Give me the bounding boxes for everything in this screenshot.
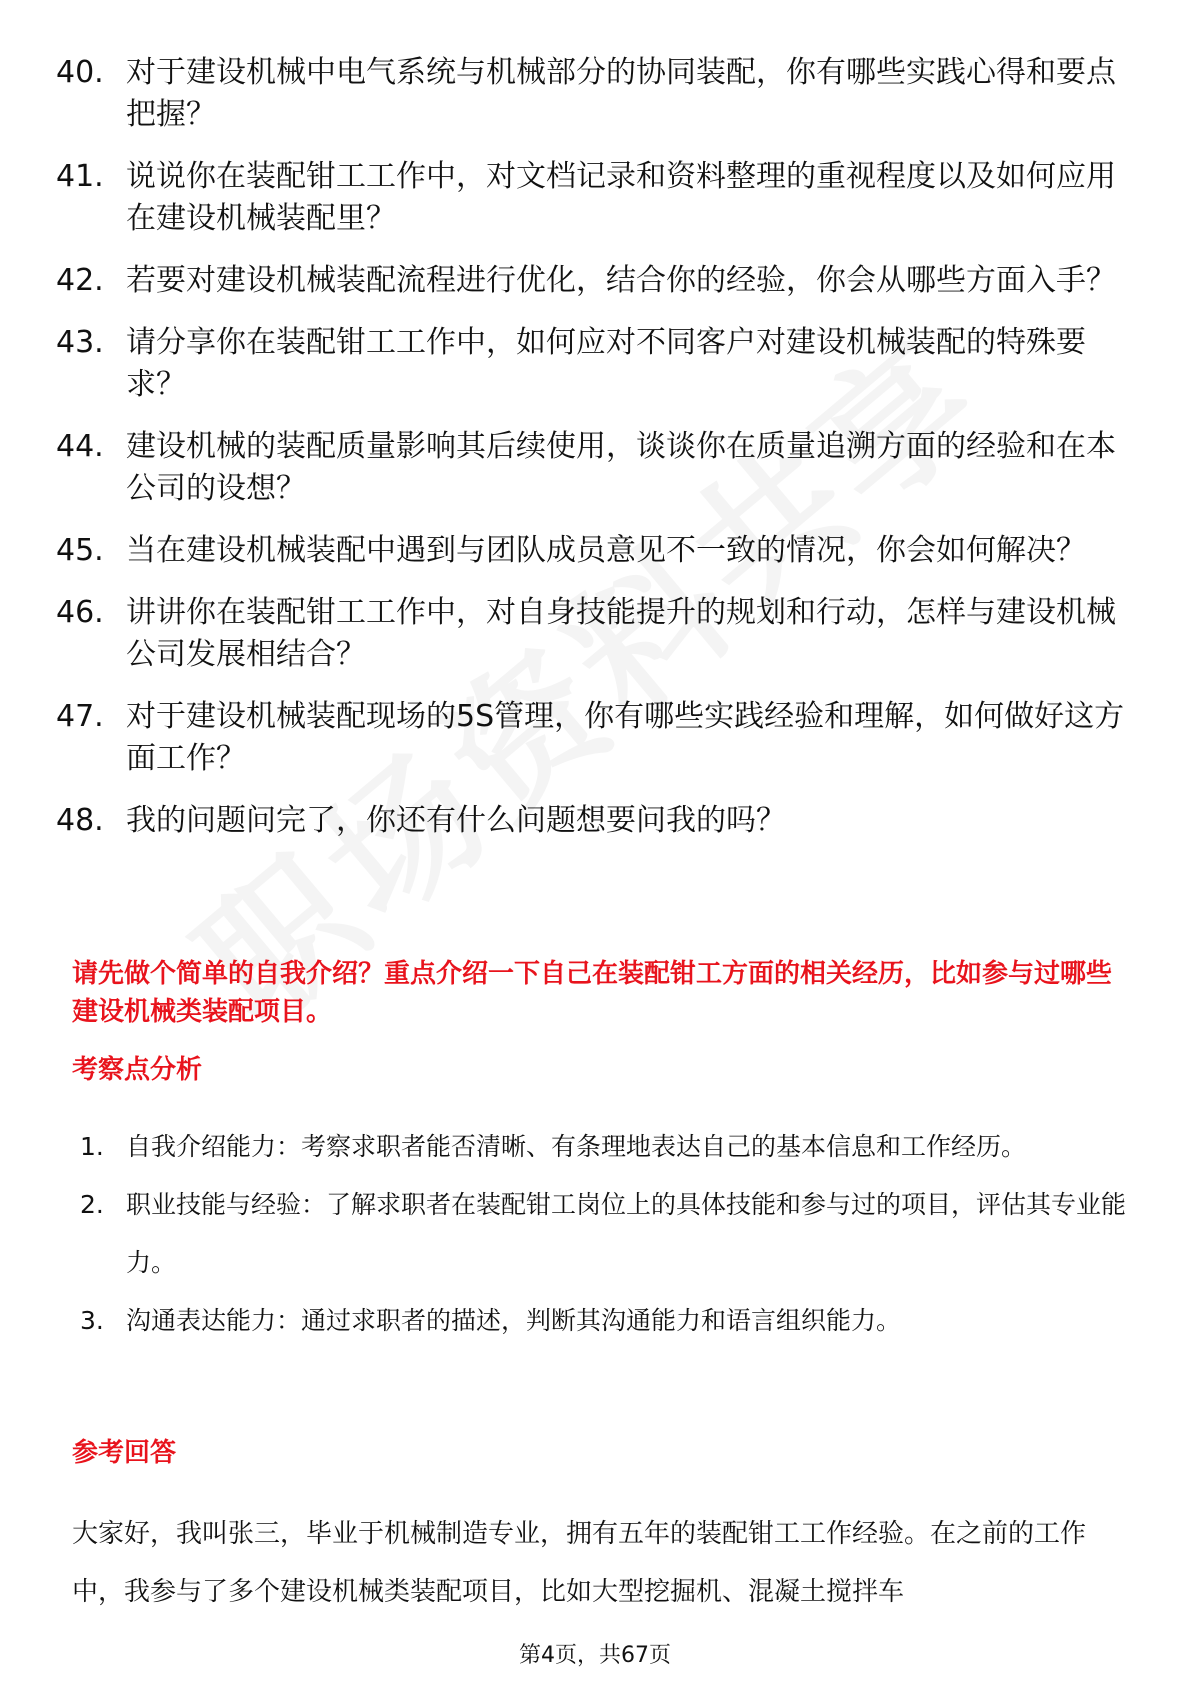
question-list (56, 52, 1136, 862)
question-text: 请分享你在装配钳工工作中，如何应对不同客户对建设机械装配的特殊要求？ (126, 325, 1086, 402)
list-item (56, 260, 1136, 302)
list-item (56, 52, 1136, 136)
question-text: 建设机械的装配质量影响其后续使用，谈谈你在质量追溯方面的经验和在本公司的设想？ (126, 429, 1116, 506)
highlighted-question: 请先做个简单的自我介绍？重点介绍一下自己在装配钳工方面的相关经历，比如参与过哪些建设机械类装配项目。 (72, 959, 1113, 1027)
list-item (80, 1176, 1130, 1292)
analysis-heading: 考察点分析 (72, 1055, 203, 1085)
question-number: 44. (56, 429, 104, 464)
list-item (56, 322, 1136, 406)
question-number: 48. (56, 803, 104, 838)
analysis-number: 1. (80, 1132, 104, 1161)
question-text: 对于建设机械装配现场的5S管理，你有哪些实践经验和理解，如何做好这方面工作？ (126, 699, 1125, 776)
question-number: 42. (56, 263, 104, 298)
question-text: 对于建设机械中电气系统与机械部分的协同装配，你有哪些实践心得和要点把握？ (126, 55, 1116, 132)
analysis-text: 职业技能与经验：了解求职者在装配钳工岗位上的具体技能和参与过的项目，评估其专业能力。 (126, 1190, 1127, 1277)
question-text: 当在建设机械装配中遇到与团队成员意见不一致的情况，你会如何解决？ (126, 533, 1086, 568)
analysis-number: 2. (80, 1190, 104, 1219)
list-item (56, 156, 1136, 240)
list-item (80, 1118, 1130, 1176)
question-number: 41. (56, 159, 104, 194)
question-number: 40. (56, 55, 104, 90)
list-item (56, 530, 1136, 572)
question-number: 46. (56, 595, 104, 630)
analysis-text: 沟通表达能力：通过求职者的描述，判断其沟通能力和语言组织能力。 (126, 1306, 902, 1335)
page-number: 第4页，共67页 (519, 1643, 671, 1668)
list-item (56, 696, 1136, 780)
list-item (56, 800, 1136, 842)
question-text: 若要对建设机械装配流程进行优化，结合你的经验，你会从哪些方面入手？ (126, 263, 1116, 298)
analysis-number: 3. (80, 1306, 104, 1335)
question-text: 说说你在装配钳工工作中，对文档记录和资料整理的重视程度以及如何应用在建设机械装配里？ (126, 159, 1116, 236)
list-item (80, 1292, 1130, 1350)
answer-text: 大家好，我叫张三，毕业于机械制造专业，拥有五年的装配钳工工作经验。在之前的工作中，我参与了多个建设机械类装配项目，比如大型挖掘机、混凝土搅拌车 (72, 1519, 1087, 1607)
list-item (56, 592, 1136, 676)
question-number: 47. (56, 699, 104, 734)
question-text: 讲讲你在装配钳工工作中，对自身技能提升的规划和行动，怎样与建设机械公司发展相结合？ (126, 595, 1116, 672)
question-text: 我的问题问完了，你还有什么问题想要问我的吗？ (126, 803, 786, 838)
question-number: 45. (56, 533, 104, 568)
analysis-text: 自我介绍能力：考察求职者能否清晰、有条理地表达自己的基本信息和工作经历。 (126, 1132, 1027, 1161)
analysis-list (80, 1118, 1130, 1350)
question-number: 43. (56, 325, 104, 360)
list-item (56, 426, 1136, 510)
answer-heading: 参考回答 (72, 1438, 177, 1468)
